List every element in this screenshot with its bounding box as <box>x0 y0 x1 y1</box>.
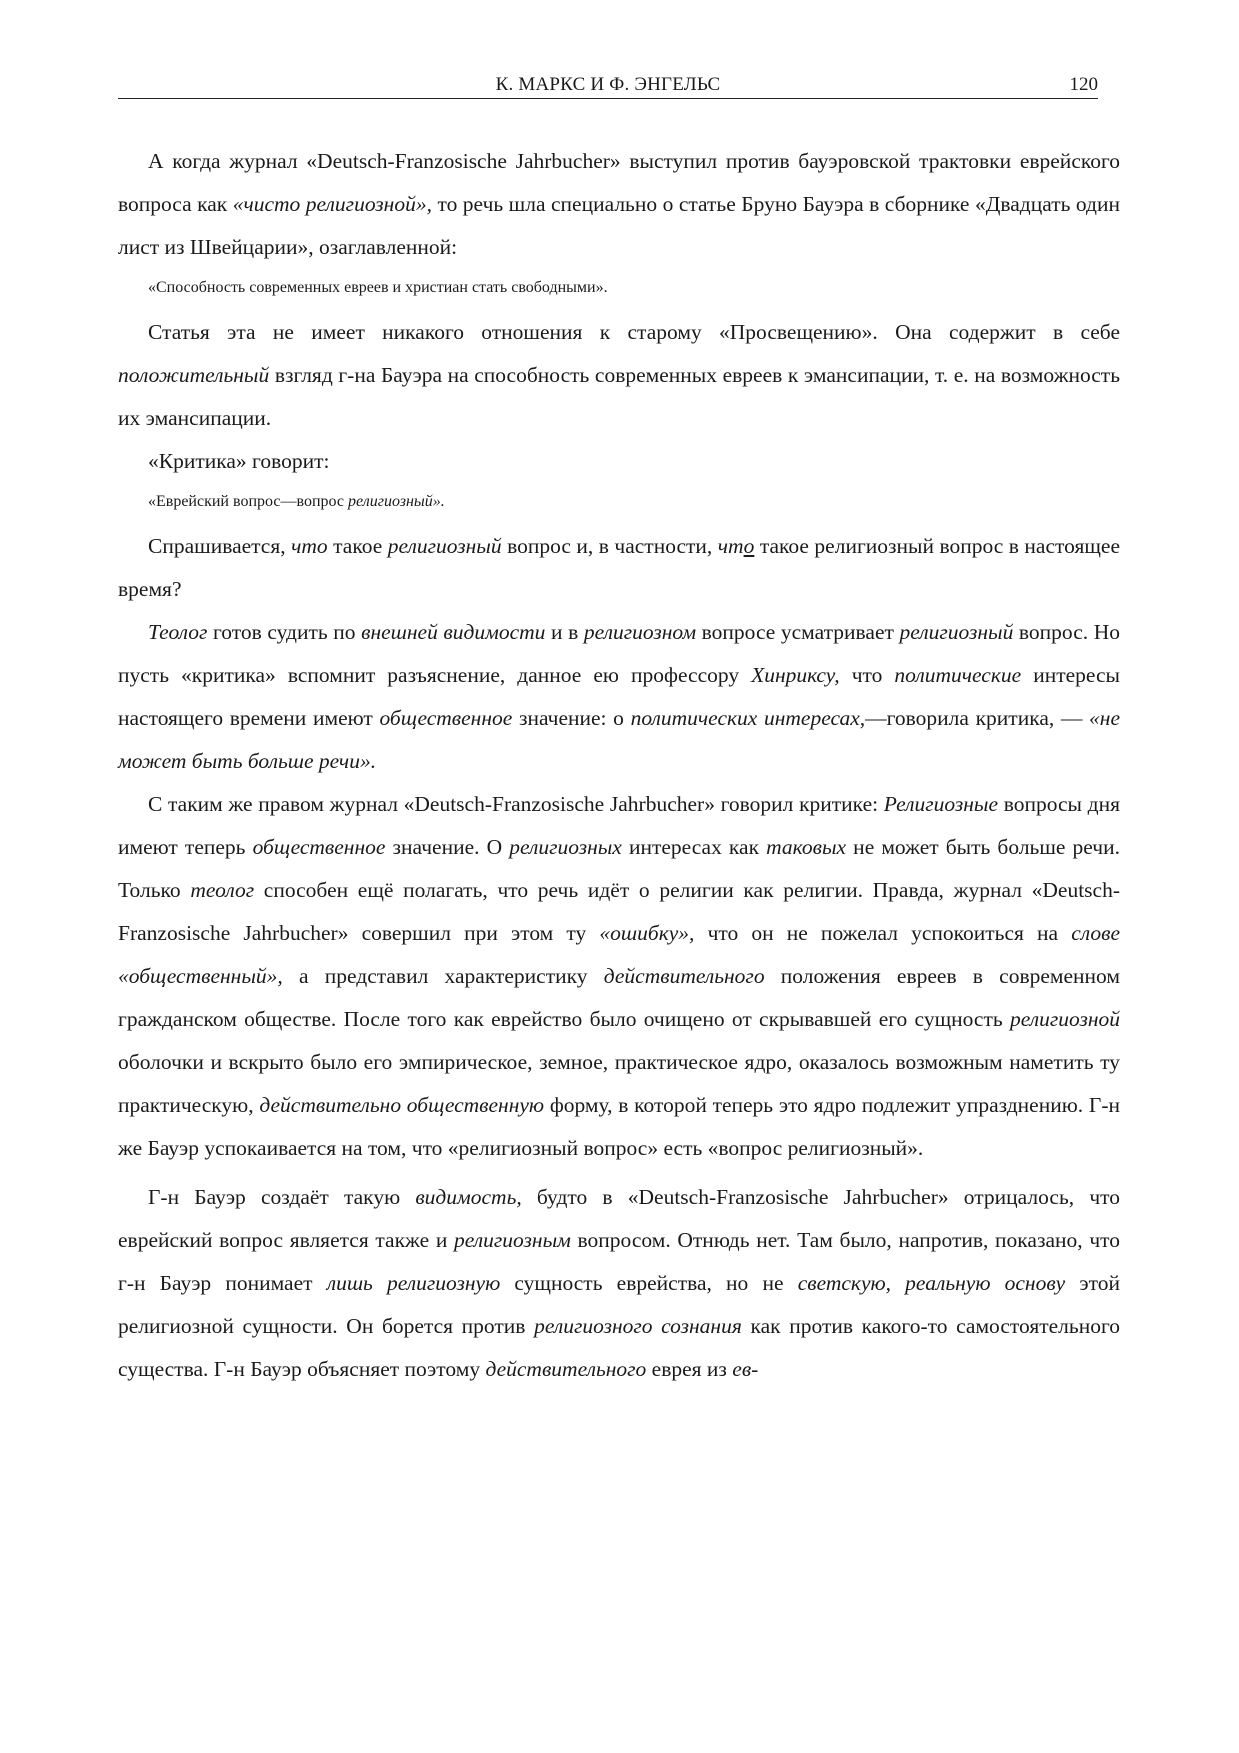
italic-run: религиозных <box>509 835 622 859</box>
text-run: способен ещё полагать, что речь идёт о религии как религии. Правда, журнал «Deutsch-Franzosische Jahrbucher» совершил при этом ту <box>118 878 1120 945</box>
block-quote <box>118 273 1120 303</box>
text-run: а представил характеристику <box>282 964 604 988</box>
text-run: значение: о <box>512 706 631 730</box>
paragraph <box>118 311 1120 440</box>
italic-run: религиозном <box>583 620 697 644</box>
paragraph <box>118 140 1120 269</box>
text-run: как против какого-то самостоятельного существа. Г-н Бауэр объясняет поэтому <box>118 1314 1120 1381</box>
text-run: А когда журнал «Deutsch-Franzosische Jahrbucher» выступил против бауэровской трактовки еврейского вопроса как <box>118 149 1120 216</box>
italic-run: политические <box>894 663 1022 687</box>
italic-run: внешней видимости <box>361 620 546 644</box>
text-run: «Способность современных евреев и христиан стать свободными». <box>148 279 608 296</box>
italic-run: положительный <box>118 363 270 387</box>
text-run: что он не пожелал успокоиться на <box>694 921 1072 945</box>
document-body <box>118 140 1120 1391</box>
italic-run: чт <box>717 534 744 558</box>
italic-run: слове «общественный», <box>118 921 1121 988</box>
italic-run: таковых <box>766 835 847 859</box>
italic-run: Теолог <box>148 620 208 644</box>
italic-run: Хинриксу, <box>751 663 840 687</box>
italic-run: политических интересах, <box>630 706 866 730</box>
text-run: взгляд г-на Бауэра на способность современных евреев к эмансипации, т. е. на возможность их эмансипации. <box>118 363 1120 430</box>
italic-run: Религиозные <box>883 792 999 816</box>
text-run: и в <box>545 620 584 644</box>
text-run: вопросы дня имеют теперь <box>118 792 1120 859</box>
paragraph <box>118 611 1120 783</box>
italic-run: общественное <box>379 706 513 730</box>
italic-run: действительного <box>603 964 765 988</box>
paragraph <box>118 783 1120 1170</box>
italic-run: действительного <box>485 1357 647 1381</box>
text-run: положения евреев в современном гражданском обществе. После того как еврейство было очищено от скрывавшей его сущность <box>118 964 1121 1031</box>
text-run: вопрос. Но пусть «критика» вспомнит разъяснение, данное ею профессору <box>118 620 1120 687</box>
page-number: 120 <box>1069 74 1098 95</box>
italic-run: «не может быть больше речи». <box>118 706 1120 773</box>
text-run: такое религиозный вопрос в настоящее время? <box>118 534 1120 601</box>
text-run: не может быть больше речи. Только <box>118 835 1120 902</box>
text-run: —говорила критика, — <box>865 706 1090 730</box>
text-run: будто в «Deutsch-Franzosische Jahrbucher» отрицалось, что еврейский вопрос является также и <box>118 1185 1121 1252</box>
header-title: К. МАРКС И Ф. ЭНГЕЛЬС <box>495 74 721 95</box>
text-run: этой религиозной сущности. Он борется против <box>118 1271 1120 1338</box>
italic-run: религиозным <box>454 1228 571 1252</box>
text-run: Г-н Бауэр создаёт такую <box>148 1185 416 1209</box>
italic-run: ев- <box>732 1357 759 1381</box>
text-run: значение. О <box>385 835 510 859</box>
paragraph <box>118 525 1120 611</box>
block-quote <box>118 487 1120 517</box>
italic-run: видимость, <box>415 1185 522 1209</box>
paragraph <box>118 1176 1120 1391</box>
text-run: вопросом. Отнюдь нет. Там было, напротив, показано, что г-н Бауэр понимает <box>118 1228 1120 1295</box>
italic-run: общественное <box>252 835 386 859</box>
text-run: готов судить по <box>207 620 362 644</box>
text-run: С таким же правом журнал «Deutsch-Franzosische Jahrbucher» говорил критике: <box>148 792 884 816</box>
text-run: вопрос и, в частности, <box>501 534 718 558</box>
text-run: то речь шла специально о статье Бруно Бауэра в сборнике «Двадцать один лист из Швейцарии», озаглавленной: <box>118 192 1120 259</box>
text-run: интересах как <box>621 835 767 859</box>
text-run: интересы настоящего времени имеют <box>118 663 1120 730</box>
italic-run: «ошибку», <box>599 921 695 945</box>
text-run: Спрашивается, <box>148 534 292 558</box>
text-run: Статья эта не имеет никакого отношения к старому «Просвещению». Она содержит в себе <box>148 320 1120 344</box>
italic-run: что <box>291 534 328 558</box>
text-run: что <box>839 663 895 687</box>
italic-run: «чисто религиозной», <box>232 192 432 216</box>
text-run: такое <box>327 534 388 558</box>
italic-run: религиозный <box>387 534 502 558</box>
italic-run: действительно общественную <box>259 1093 545 1117</box>
running-header <box>118 74 1098 99</box>
italic-run: религиозной <box>1009 1007 1120 1031</box>
text-run: оболочки и вскрыто было его эмпирическое, земное, практическое ядро, оказалось возможным наметить ту практическую, <box>118 1050 1120 1117</box>
italic-run: теолог <box>190 878 255 902</box>
text-run: «Критика» говорит: <box>148 449 330 473</box>
text-run: вопросе усматривает <box>696 620 900 644</box>
italic-run: религиозный <box>899 620 1014 644</box>
text-run: «Еврейский вопрос—вопрос <box>148 493 349 510</box>
italic-run: светскую, реальную основу <box>797 1271 1066 1295</box>
text-run: еврея из <box>646 1357 733 1381</box>
text-run: форму, в которой теперь это ядро подлежит упразднению. Г-н же Бауэр успокаивается на том, что «религиозный вопрос» есть «вопрос религиозный». <box>118 1093 1121 1160</box>
paragraph <box>118 440 1120 483</box>
italic-run: о <box>743 534 755 558</box>
italic-run: лишь религиозную <box>326 1271 501 1295</box>
italic-run: религиозного сознания <box>534 1314 742 1338</box>
text-run: сущность еврейства, но не <box>500 1271 798 1295</box>
italic-run: религиозный». <box>348 493 445 510</box>
